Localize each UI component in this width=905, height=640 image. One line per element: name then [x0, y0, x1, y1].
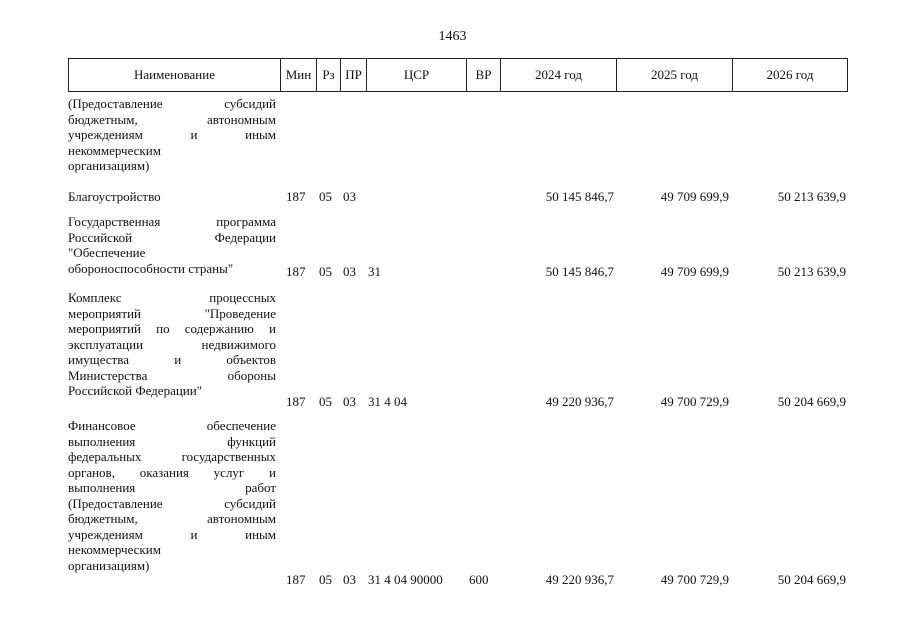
table-header: [68, 58, 848, 92]
row-min: 187: [286, 394, 306, 409]
row-rz: 05: [319, 189, 332, 204]
row-2024: 49 220 936,7: [545, 572, 614, 587]
row-name: Комплекс процессных мероприятий "Проведение мероприятий по содержанию и эксплуатации недвижимого имущества и объектов Министерства обороны Российской Федерации": [68, 290, 276, 398]
col-header-2025: 2025 год: [617, 59, 733, 91]
row-rz: 05: [319, 264, 332, 279]
row-rz: 05: [319, 394, 332, 409]
row-2024: 49 220 936,7: [545, 394, 614, 409]
col-header-vr: ВР: [467, 59, 501, 91]
row-csr: 31 4 04 90000: [368, 572, 443, 587]
page-number: 1463: [438, 29, 467, 44]
row-min: 187: [286, 572, 306, 587]
row-pr: 03: [343, 189, 356, 204]
row-name: Государственная программа Российской Федерации "Обеспечение обороноспособности страны": [68, 214, 276, 276]
col-header-pr: ПР: [341, 59, 367, 91]
row-name: Финансовое обеспечение выполнения функций федеральных государственных органов, оказания услуг и выполнения работ (Предоставление субсидий бюджетным, автономным учреждениям и иным некоммерческим организациям): [68, 418, 276, 573]
col-header-2026: 2026 год: [766, 67, 814, 82]
col-header-name: Наименование: [69, 59, 281, 91]
row-pr: 03: [343, 264, 356, 279]
row-name: Благоустройство: [68, 189, 161, 204]
row-2025: 49 709 699,9: [660, 189, 729, 204]
row-2024: 50 145 846,7: [545, 264, 614, 279]
col-header-rz: Рз: [317, 59, 341, 91]
row-vr: 600: [469, 572, 489, 587]
row-2026: 50 213 639,9: [777, 189, 846, 204]
row-pr: 03: [343, 572, 356, 587]
row-2025: 49 700 729,9: [660, 572, 729, 587]
row-2025: 49 709 699,9: [660, 264, 729, 279]
row-2024: 50 145 846,7: [545, 189, 614, 204]
row-name: (Предоставление субсидий бюджетным, автономным учреждениям и иным некоммерческим организациям): [68, 96, 276, 173]
row-min: 187: [286, 264, 306, 279]
col-header-csr: ЦСР: [367, 59, 467, 91]
row-2025: 49 700 729,9: [660, 394, 729, 409]
row-csr: 31: [368, 264, 381, 279]
row-2026: 50 213 639,9: [777, 264, 846, 279]
row-rz: 05: [319, 572, 332, 587]
row-min: 187: [286, 189, 306, 204]
row-2026: 50 204 669,9: [777, 394, 846, 409]
row-pr: 03: [343, 394, 356, 409]
row-csr: 31 4 04: [368, 394, 407, 409]
col-header-2024: 2024 год: [501, 59, 617, 91]
col-header-min: Мин: [281, 59, 317, 91]
row-2026: 50 204 669,9: [777, 572, 846, 587]
